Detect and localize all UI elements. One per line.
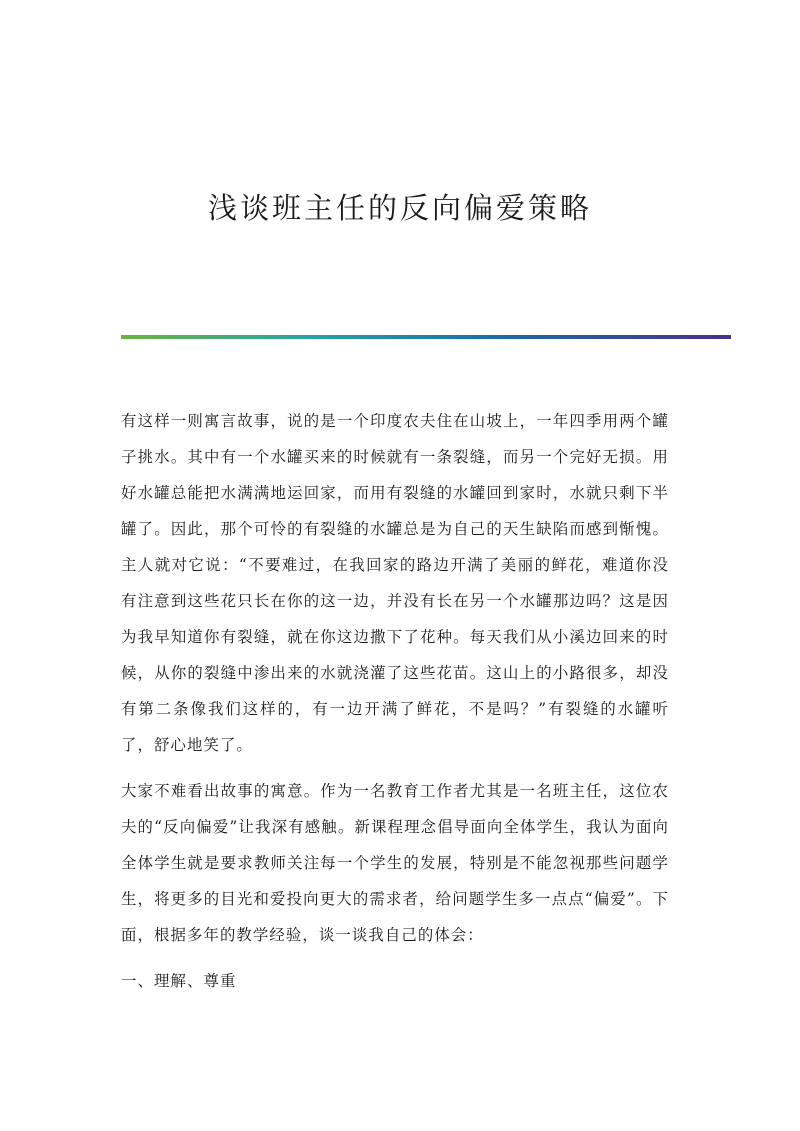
paragraph-fable: 有这样一则寓言故事，说的是一个印度农夫住在山坡上，一年四季用两个罐子挑水。其中有一个水罐买来的时候就有一条裂缝，而另一个完好无损。用好水罐总能把水满满地运回家，而用有裂缝的水罐回到家时，水就只剩下半罐了。因此，那个可怜的有裂缝的水罐总是为自己的天生缺陷而感到惭愧。主人就对它说：“不要难过，在我回家的路边开满了美丽的鲜花，难道你没有注意到这些花只长在你的这一边，并没有长在另一个水罐那边吗？这是因为我早知道你有裂缝，就在你这边撒下了花种。每天我们从小溪边回来的时候，从你的裂缝中渗出来的水就浇灌了这些花苗。这山上的小路很多，却没有第二条像我们这样的，有一边开满了鲜花，不是吗？”有裂缝的水罐听了，舒心地笑了。 [121,412,669,754]
title-divider [121,335,731,339]
section-heading: 一、理解、尊重 [121,972,237,990]
paragraph-moral: 大家不难看出故事的寓意。作为一名教育工作者尤其是一名班主任，这位农夫的“反向偏爱”让我深有感触。新课程理念倡导面向全体学生，我认为面向全体学生就是要求教师关注每一个学生的发展，特别是不能忽视那些问题学生，将更多的目光和爱投向更大的需求者，给问题学生多一点点“偏爱”。下面，根据多年的教学经验，谈一谈我自己的体会： [121,782,669,944]
document-title: 浅谈班主任的反向偏爱策略 [207,191,592,225]
document-body [121,403,669,999]
